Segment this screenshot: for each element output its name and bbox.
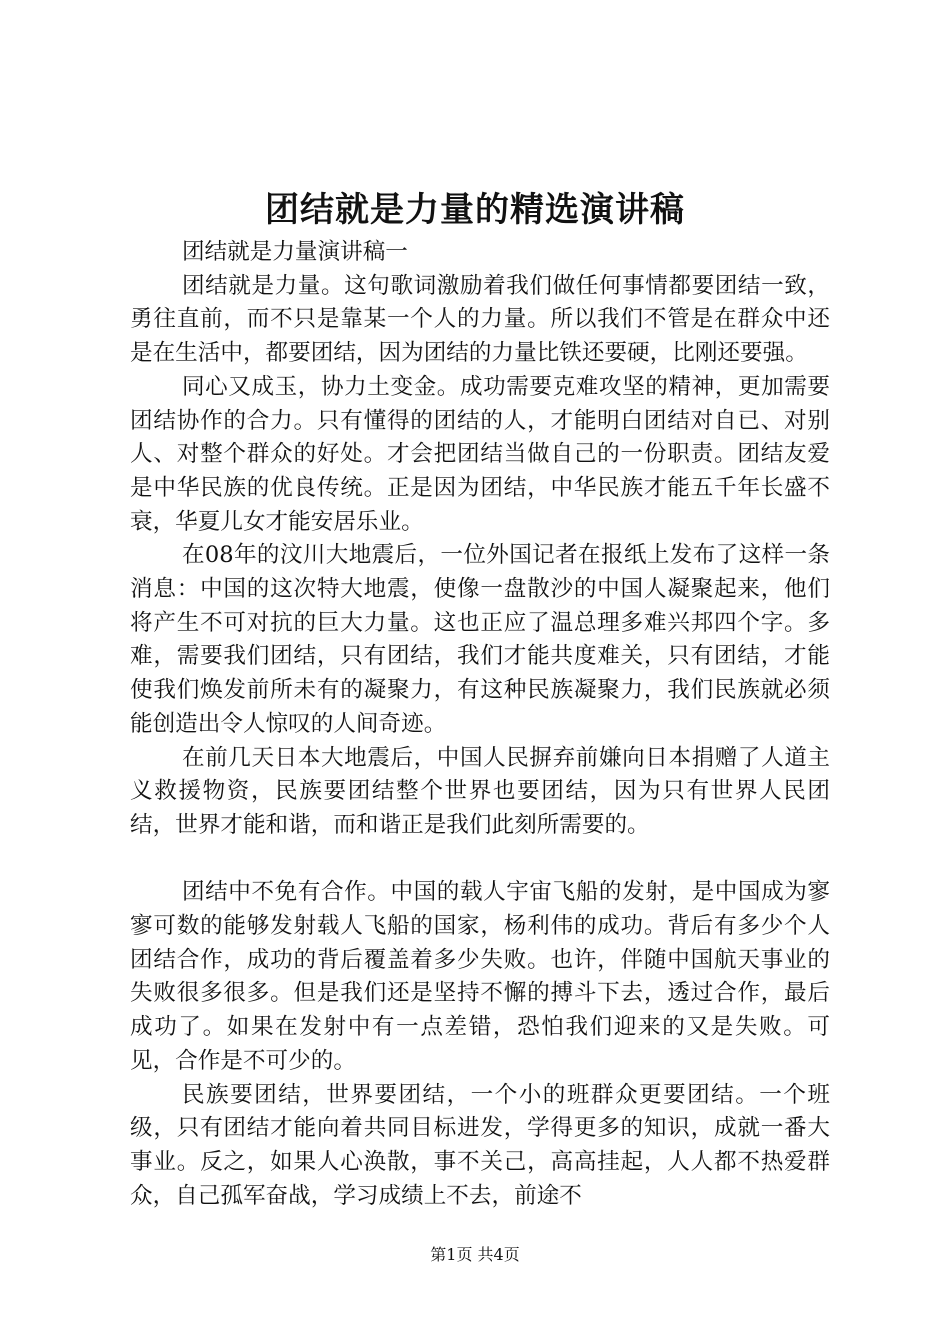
document-body: [130, 236, 830, 1213]
paragraph-5: 团结中不免有合作。中国的载人宇宙飞船的发射，是中国成为寥寥可数的能够发射载人飞船的国家，杨利伟的成功。背后有多少个人团结合作，成功的背后覆盖着多少失败。也许，伴随中国航天事业的失败很多很多。但是我们还是坚持不懈的搏斗下去，透过合作，最后成功了。如果在发射中有一点差错，恐怕我们迎来的又是失败。可见，合作是不可少的。: [130, 879, 830, 1074]
paragraph-2: 同心又成玉，协力土变金。成功需要克难攻坚的精神，更加需要团结协作的合力。只有懂得的团结的人，才能明白团结对自已、对别人、对整个群众的好处。才会把团结当做自己的一份职责。团结友爱是中华民族的优良传统。正是因为团结，中华民族才能五千年长盛不衰，华夏儿女才能安居乐业。: [130, 373, 830, 535]
section-heading: 团结就是力量演讲稿一: [181, 239, 408, 265]
page-footer: 第1页 共4页: [430, 1245, 520, 1264]
paragraph-1: 团结就是力量。这句歌词激励着我们做任何事情都要团结一致，勇往直前，而不只是靠某一个人的力量。所以我们不管是在群众中还是在生活中，都要团结，因为团结的力量比铁还要硬，比刚还要强。: [130, 272, 830, 367]
paragraph-6: 民族要团结，世界要团结，一个小的班群众更要团结。一个班级，只有团结才能向着共同目标进发，学得更多的知识，成就一番大事业。反之，如果人心涣散，事不关己，高高挂起，人人都不热爱群众，自己孤军奋战，学习成绩上不去，前途不: [130, 1081, 830, 1209]
document-title: 团结就是力量的精选演讲稿: [265, 190, 685, 230]
paragraph-4: 在前几天日本大地震后，中国人民摒弃前嫌向日本捐赠了人道主义救援物资，民族要团结整个世界也要团结，因为只有世界人民团结，世界才能和谐，而和谐正是我们此刻所需要的。: [130, 744, 830, 838]
paragraph-3: 在08年的汶川大地震后，一位外国记者在报纸上发布了这样一条消息：中国的这次特大地震，使像一盘散沙的中国人凝聚起来，他们将产生不可对抗的巨大力量。这也正应了温总理多难兴邦四个字。多难，需要我们团结，只有团结，我们才能共度难关，只有团结，才能使我们焕发前所未有的凝聚力，有这种民族凝聚力，我们民族就必须能创造出令人惊叹的人间奇迹。: [130, 542, 830, 737]
paragraph-spacer: [130, 843, 830, 877]
